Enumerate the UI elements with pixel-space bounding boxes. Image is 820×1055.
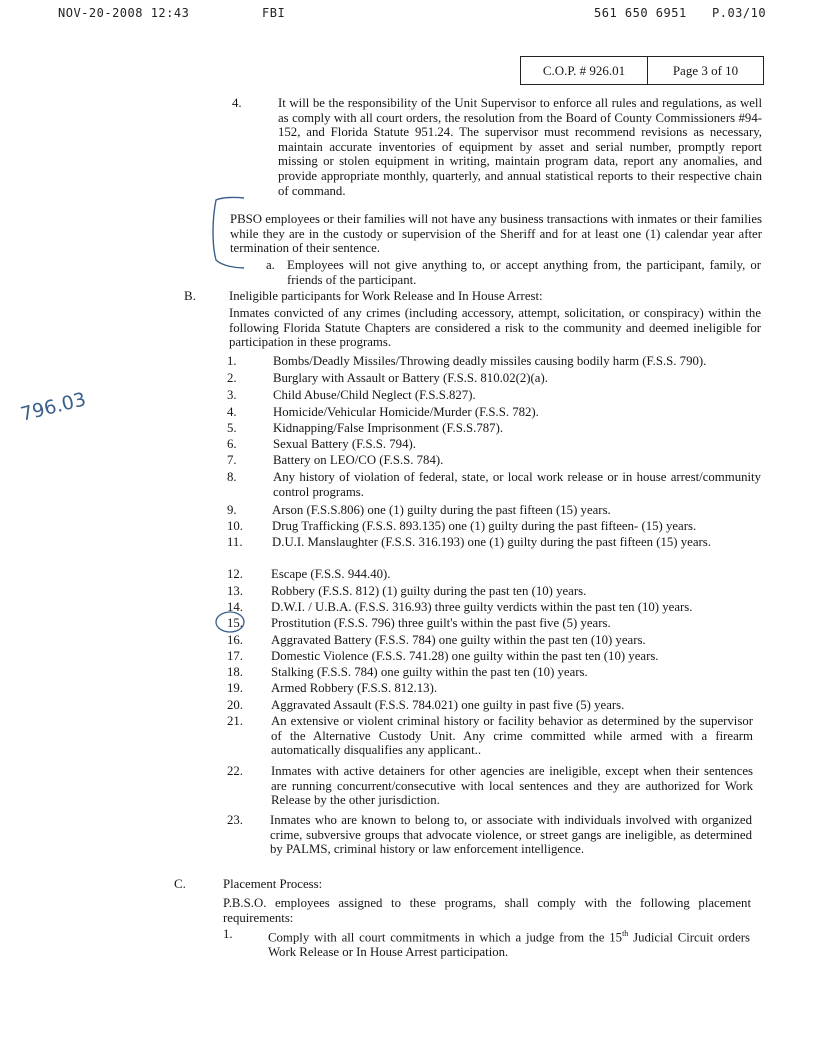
b-item-number: 21. xyxy=(227,714,243,728)
b-item-text: Any history of violation of federal, state, or local work release or in house arrest/community control programs. xyxy=(273,470,761,499)
b-item-number: 6. xyxy=(227,437,237,451)
b-item-number: 1. xyxy=(227,354,237,368)
b-item-number: 18. xyxy=(227,665,243,679)
item4a-text: Employees will not give anything to, or accept anything from, the participant, family, or friends of the participant. xyxy=(287,258,761,287)
b-item-text: D.W.I. / U.B.A. (F.S.S. 316.93) three guilty verdicts within the past ten (10) years. xyxy=(271,600,693,614)
b-item-number: 14. xyxy=(227,600,243,614)
fax-date-time: NOV-20-2008 12:43 xyxy=(58,6,190,20)
b-item-number: 11. xyxy=(227,535,243,549)
handwritten-note: 796.03 xyxy=(18,388,89,426)
c-item1-number: 1. xyxy=(223,927,233,941)
b-item-text: Child Abuse/Child Neglect (F.S.S.827). xyxy=(273,388,476,402)
item4-text: It will be the responsibility of the Unit Supervisor to enforce all rules and regulations, as well as comply with all court orders, the resolution from the Board of County Commissioners #94-152, and Florida Statute 951.24. The supervisor must recommend revisions as necessary, maintain accurate inventories of equipment by asset and serial number, promptly report missing or stolen equipment in writing, maintain program data, report any anomalies, and provide appropriate monthly, quarterly, and annual statistical reports to their respective chain of command. xyxy=(278,96,762,198)
fax-phone: 561 650 6951 xyxy=(594,6,687,20)
b-item-text: Armed Robbery (F.S.S. 812.13). xyxy=(271,681,438,695)
b-item-text: Prostitution (F.S.S. 796) three guilt's within the past five (5) years. xyxy=(271,616,611,630)
b-item-number: 17. xyxy=(227,649,243,663)
b-item-text: Battery on LEO/CO (F.S.S. 784). xyxy=(273,453,444,467)
b-item-number: 2. xyxy=(227,371,237,385)
item4-number: 4. xyxy=(232,96,242,110)
section-c-intro: P.B.S.O. employees assigned to these programs, shall comply with the following placement requirements: xyxy=(223,896,751,925)
b-item-number: 13. xyxy=(227,584,243,598)
b-item-number: 16. xyxy=(227,633,243,647)
b-item-text: Domestic Violence (F.S.S. 741.28) one guilty within the past ten (10) years. xyxy=(271,649,659,663)
item4a-number: a. xyxy=(266,258,275,272)
b-item-number: 5. xyxy=(227,421,237,435)
b-item-text: Sexual Battery (F.S.S. 794). xyxy=(273,437,416,451)
b-item-text: Inmates with active detainers for other agencies are ineligible, except when their sentences are running concurrent/consecutive with local sentences and they are authorized for Work Release by the other jurisdiction. xyxy=(271,764,753,808)
b-item-text: Bombs/Deadly Missiles/Throwing deadly missiles causing bodily harm (F.S.S. 790). xyxy=(273,354,707,368)
b-item-number: 3. xyxy=(227,388,237,402)
b-item-number: 4. xyxy=(227,405,237,419)
pen-circle-mark xyxy=(216,612,244,632)
b-item-text: Kidnapping/False Imprisonment (F.S.S.787). xyxy=(273,421,504,435)
section-c-letter: C. xyxy=(174,876,186,891)
fax-sender: FBI xyxy=(262,6,286,20)
b-item-text: Stalking (F.S.S. 784) one guilty within the past ten (10) years. xyxy=(271,665,588,679)
b-item-number: 15. xyxy=(227,616,243,630)
b-item-text: Aggravated Battery (F.S.S. 784) one guilty within the past ten (10) years. xyxy=(271,633,646,647)
b-item-text: Burglary with Assault or Battery (F.S.S. 810.02(2)(a). xyxy=(273,371,548,385)
b-item-number: 20. xyxy=(227,698,243,712)
b-item-number: 12. xyxy=(227,567,243,581)
b-item-text: Aggravated Assault (F.S.S. 784.021) one guilty in past five (5) years. xyxy=(271,698,625,712)
b-item-number: 19. xyxy=(227,681,243,695)
b-item-text: Escape (F.S.S. 944.40). xyxy=(271,567,391,581)
cop-number: C.O.P. # 926.01 xyxy=(521,57,648,84)
b-item-text: Robbery (F.S.S. 812) (1) guilty during the past ten (10) years. xyxy=(271,584,587,598)
b-item-text: Arson (F.S.S.806) one (1) guilty during the past fifteen (15) years. xyxy=(272,503,611,517)
b-item-text: Drug Trafficking (F.S.S. 893.135) one (1) guilty during the past fifteen- (15) years. xyxy=(272,519,697,533)
section-b-heading: Ineligible participants for Work Release and In House Arrest: xyxy=(229,289,543,303)
b-item-number: 10. xyxy=(227,519,243,533)
section-c-heading: Placement Process: xyxy=(223,877,323,891)
c-item1-text: Comply with all court commitments in which a judge from the 15th Judicial Circuit orders Work Release or In House Arrest participation. xyxy=(268,929,751,959)
b-item-text: An extensive or violent criminal history or facility behavior as determined by the supervisor of the Alternative Custody Unit. Any crime committed while armed with a firearm automatically disqualifies any applicant.. xyxy=(271,714,753,758)
pbso-paragraph: PBSO employees or their families will not have any business transactions with inmates or their families while they are in the custody or supervision of the Sheriff and for at least one (1) calendar year after termination of their sentence. xyxy=(230,212,762,256)
b-item-number: 22. xyxy=(227,764,243,778)
fax-page: P.03/10 xyxy=(712,6,767,20)
b-item-text: D.U.I. Manslaughter (F.S.S. 316.193) one (1) guilty during the past fifteen (15) years. xyxy=(272,535,711,549)
b-item-number: 8. xyxy=(227,470,237,484)
pen-bracket-mark xyxy=(213,197,244,268)
b-item-text: Homicide/Vehicular Homicide/Murder (F.S.S. 782). xyxy=(273,405,539,419)
b-item-number: 7. xyxy=(227,453,237,467)
cop-page: Page 3 of 10 xyxy=(672,62,739,78)
b-item-number: 9. xyxy=(227,503,237,517)
section-b-letter: B. xyxy=(184,288,196,303)
b-item-text: Inmates who are known to belong to, or associate with individuals involved with organized crime, subversive groups that advocate violence, or street gangs are ineligible, as determined by PALMS, criminal history or law enforcement intelligence. xyxy=(270,813,752,857)
section-b-intro: Inmates convicted of any crimes (including accessory, attempt, solicitation, or conspiracy) within the following Florida Statute Chapters are considered a risk to the community and deemed ineligible for participation in these programs. xyxy=(229,306,761,350)
b-item-number: 23. xyxy=(227,813,243,827)
